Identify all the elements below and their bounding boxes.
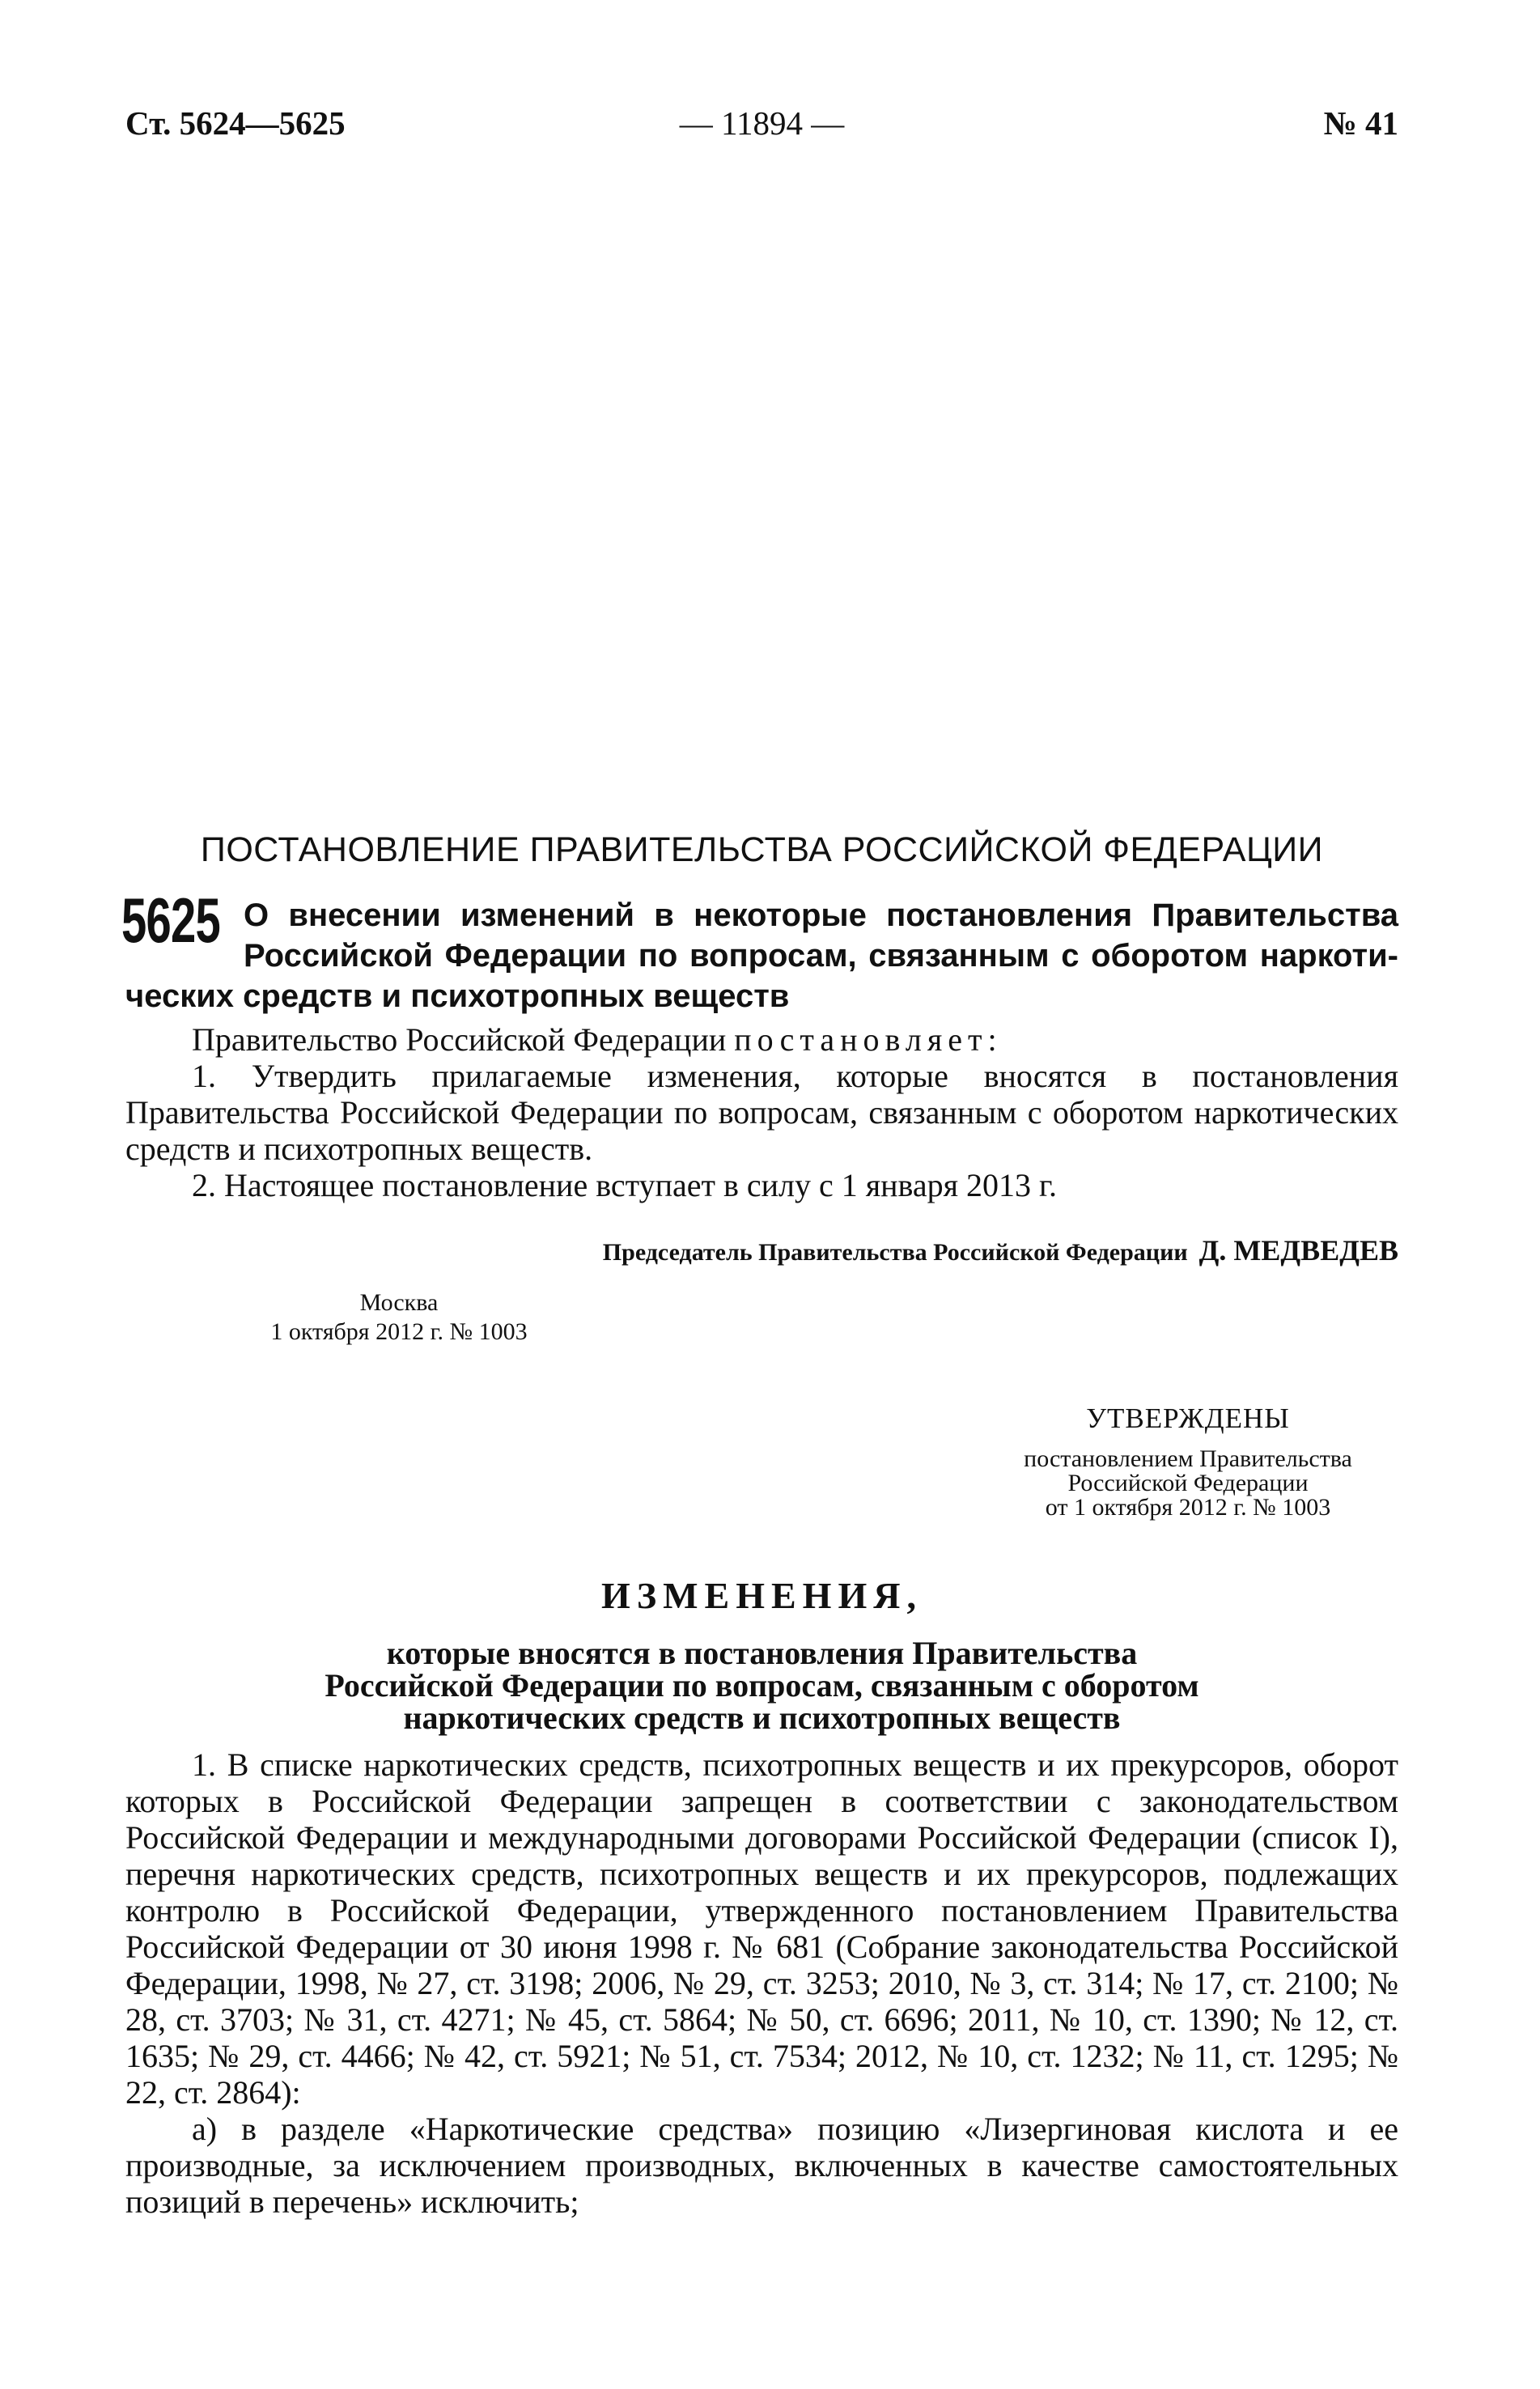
- place: Москва: [359, 1289, 439, 1316]
- changes-title: ИЗМЕНЕНИЯ,: [601, 1575, 923, 1616]
- decree-type-heading: ПОСТАНОВЛЕНИЕ ПРАВИТЕЛЬСТВА РОССИЙСКОЙ ФЕДЕРАЦИИ: [200, 830, 1324, 869]
- page-number: — 11894 —: [679, 104, 845, 142]
- changes-subtitle-line: Российской Федерации по вопросам, связанным с оборотом: [325, 1667, 1199, 1704]
- approved-line: постановлением Правительства: [1024, 1445, 1352, 1472]
- signatory-name: Д. МЕДВЕДЕВ: [1198, 1234, 1398, 1267]
- decree-item-1: 1. Утвердить прилагаемые изменения, которые вносятся в постановления Правительства Российской Федерации по вопросам, связанным с оборотом наркотических средств и психотропных веществ.: [125, 1058, 1398, 1167]
- decree-title: [125, 895, 1398, 1016]
- changes-subtitle-line: наркотических средств и психотропных веществ: [403, 1699, 1121, 1736]
- changes-item-1a: а) в разделе «Наркотические средства» позицию «Лизергиновая кислота и ее производные, за исключением производных, включенных в качестве самостоятельных позиций в перечень» исключить;: [125, 2111, 1398, 2220]
- approved-line: от 1 октября 2012 г. № 1003: [1045, 1494, 1331, 1521]
- approved-line: Российской Федерации: [1067, 1470, 1309, 1496]
- decree-title-line: ческих средств и психотропных веществ: [125, 978, 790, 1014]
- decree-title-line: Российской Федерации по вопросам, связанным с оборотом наркоти-: [244, 938, 1398, 974]
- date-number: 1 октября 2012 г. № 1003: [270, 1318, 528, 1345]
- approval-stamp: [978, 1402, 1398, 1521]
- preamble: [125, 1021, 1398, 1058]
- place-date-block: [209, 1288, 589, 1347]
- changes-subtitle-line: которые вносятся в постановления Правительства: [386, 1635, 1138, 1671]
- preamble-spaced-word: постановляет:: [734, 1021, 1003, 1058]
- decree-item-2: 2. Настоящее постановление вступает в силу с 1 января 2013 г.: [192, 1167, 1057, 1203]
- approved-heading: УТВЕРЖДЕНЫ: [1086, 1402, 1290, 1434]
- running-header: [125, 104, 1398, 152]
- signatory-position: Председатель Правительства Российской Федерации: [602, 1239, 1188, 1266]
- changes-body: [125, 1746, 1398, 2220]
- article-range: Ст. 5624—5625: [125, 104, 346, 142]
- decree-title-line: О внесении изменений в некоторые постановления Правительства: [244, 897, 1398, 933]
- decree-body: [125, 1021, 1398, 1203]
- changes-subtitle: [125, 1637, 1398, 1734]
- signature-block: [603, 1233, 1398, 1267]
- changes-item-1: 1. В списке наркотических средств, психотропных веществ и их прекурсоров, оборот которых в Российской Федерации запрещен в соответствии с законодательством Российской Федерации и международными договорами Российской Федерации (список I), перечня наркотических средств, психотропных веществ и их прекурсоров, подлежащих контролю в Российской Федерации, утвержденного постановлением Правительства Российской Федерации от 30 июня 1998 г. № 681 (Собрание законодательства Российской Федерации, 1998, № 27, ст. 3198; 2006, № 29, ст. 3253; 2010, № 3, ст. 314; № 17, ст. 2100; № 28, ст. 3703; № 31, ст. 4271; № 45, ст. 5864; № 50, ст. 6696; 2011, № 10, ст. 1390; № 12, ст. 1635; № 29, ст. 4466; № 42, ст. 5921; № 51, ст. 7534; 2012, № 10, ст. 1232; № 11, ст. 1295; № 22, ст. 2864):: [125, 1746, 1398, 2111]
- document-number: 5625: [121, 885, 221, 956]
- issue-number: № 41: [1323, 104, 1398, 142]
- preamble-text: Правительство Российской Федерации: [192, 1021, 735, 1058]
